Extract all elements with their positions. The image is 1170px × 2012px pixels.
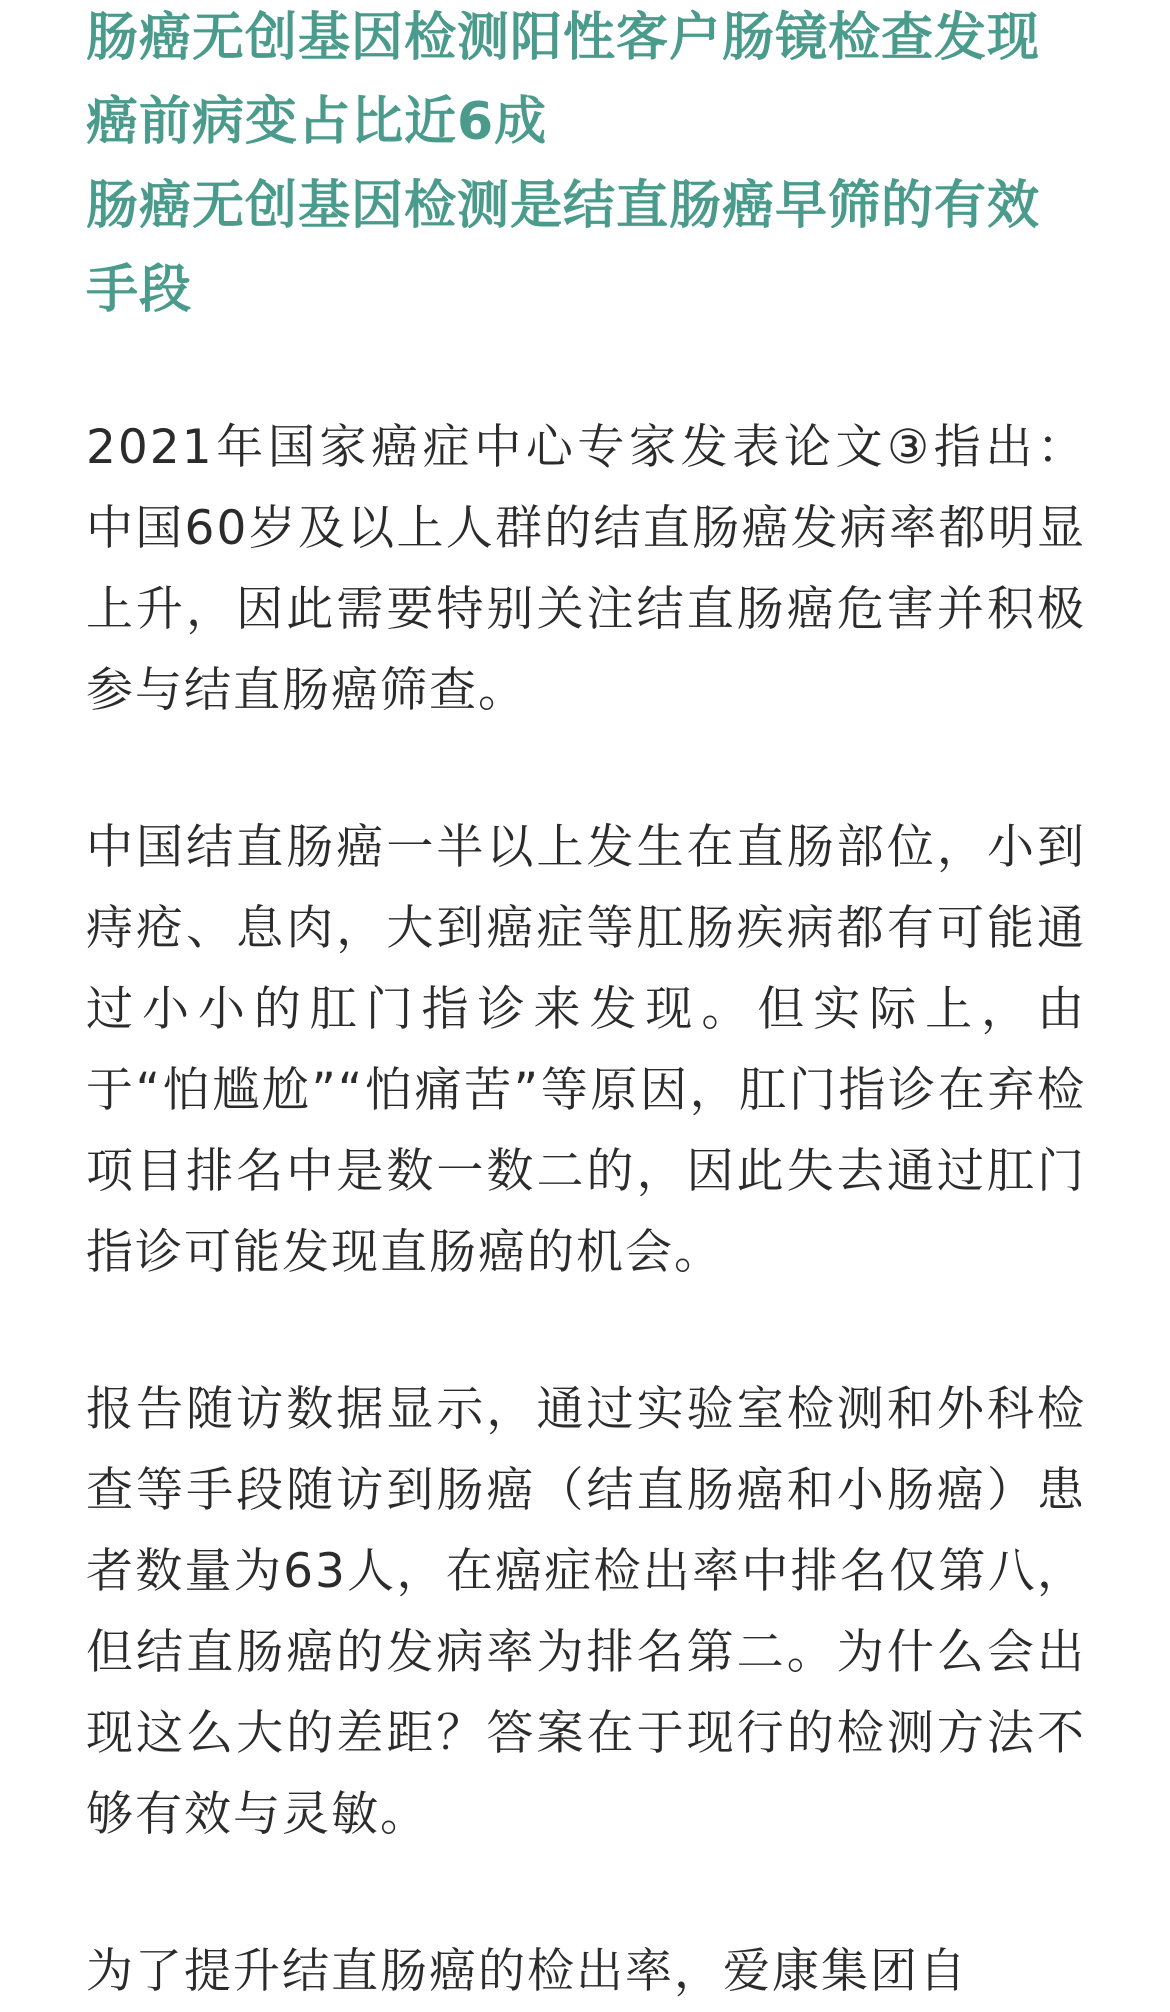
paragraph-3: 报告随访数据显示，通过实验室检测和外科检查等手段随访到肠癌（结直肠癌和小肠癌）患者数量为63人，在癌症检出率中排名仅第八，但结直肠癌的发病率为排名第二。为什么会出现这么大的差距？答案在于现行的检测方法不够有效与灵敏。 [86, 1382, 1086, 1842]
headline-line-2: 肠癌无创基因检测是结直肠癌早筛的有效手段 [86, 176, 1041, 320]
paragraph-1: 2021年国家癌症中心专家发表论文③指出：中国60岁及以上人群的结直肠癌发病率都明显上升，因此需要特别关注结直肠癌危害并积极参与结直肠癌筛查。 [86, 420, 1086, 718]
section-headline [86, 0, 1086, 332]
paragraph-2: 中国结直肠癌一半以上发生在直肠部位，小到痔疮、息肉，大到癌症等肛肠疾病都有可能通过小小的肛门指诊来发现。但实际上，由于“怕尴尬”“怕痛苦”等原因，肛门指诊在弃检项目排名中是数一数二的，因此失去通过肛门指诊可能发现直肠癌的机会。 [86, 820, 1086, 1280]
paragraph-4: 为了提升结直肠癌的检出率，爱康集团自 [86, 1944, 968, 1999]
article-body [86, 0, 1086, 2012]
headline-line-1: 肠癌无创基因检测阳性客户肠镜检查发现癌前病变占比近6成 [86, 8, 1041, 152]
